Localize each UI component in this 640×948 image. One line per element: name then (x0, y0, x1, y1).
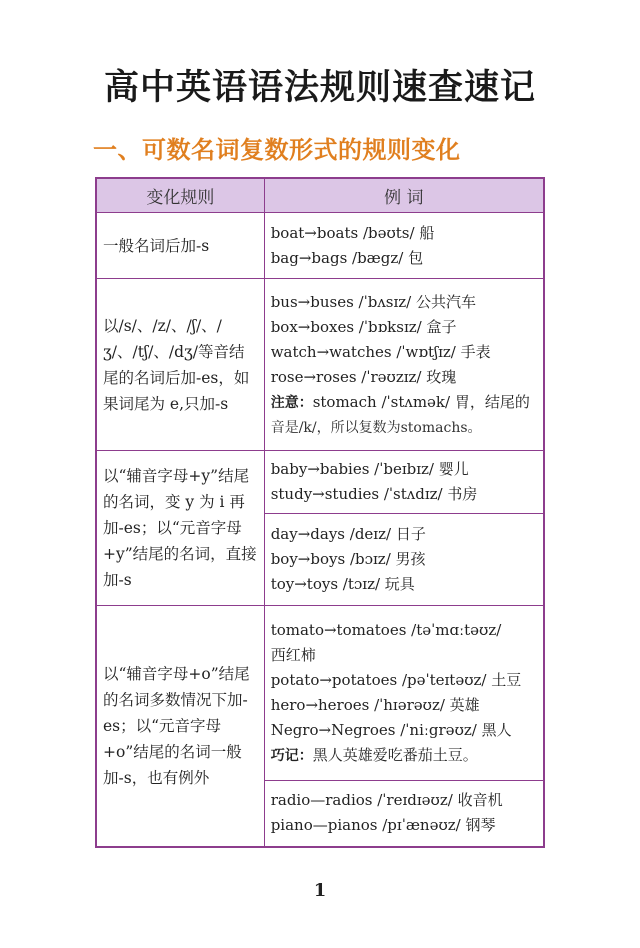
examples-cell (264, 451, 544, 514)
example-line: boat→boats /bəʊts/ 船 (270, 223, 435, 242)
example-line: piano—pianos /pɪˈænəʊz/ 钢琴 (270, 816, 496, 835)
rule-cell: 以/s/、/z/、/ʃ/、/ʒ/、/tʃ/、/dʒ/等音结尾的名词后加-es，如果词尾为 e,只加-s (96, 279, 264, 451)
example-line: boy→boys /bɔɪz/ 男孩 (270, 550, 426, 568)
header-rule: 变化规则 (96, 178, 264, 213)
tip-label: 巧记： (270, 747, 313, 764)
example-line: box→boxes /ˈbɒksɪz/ 盒子 (270, 317, 457, 336)
example-line: baby→babies /ˈbeɪbɪz/ 婴儿 (270, 460, 469, 478)
page-title: 高中英语语法规则速查速记 (103, 67, 536, 108)
example-line: radio—radios /ˈreɪdɪəʊz/ 收音机 (270, 791, 503, 810)
example-line: day→days /deɪz/ 日子 (270, 525, 426, 543)
examples-cell (264, 781, 544, 847)
example-line: potato→potatoes /pəˈteɪtəʊz/ 土豆 (270, 670, 522, 689)
example-line: rose→roses /ˈrəʊzɪz/ 玫瑰 (270, 367, 457, 386)
header-examples: 例 词 (264, 178, 544, 213)
example-line: hero→heroes /ˈhɪərəʊz/ 英雄 (270, 695, 480, 714)
tip-line (271, 743, 537, 769)
note-text: stomach /ˈstʌmək/ 胃，结尾的 (312, 392, 530, 411)
note-label: 注意： (270, 394, 313, 411)
example-line: tomato→tomatoes /təˈmɑːtəʊz/ (270, 620, 502, 639)
example-line: study→studies /ˈstʌdɪz/ 书房 (270, 485, 478, 503)
tip-text: 黑人英雄爱吃番茄土豆。 (312, 745, 478, 764)
example-line: Negro→Negroes /ˈniːgrəʊz/ 黑人 (270, 720, 512, 739)
example-line: watch→watches /ˈwɒtʃɪz/ 手表 (270, 342, 491, 361)
table-row (96, 451, 544, 514)
table-header-row (96, 178, 544, 213)
example-line: bus→buses /ˈbʌsɪz/ 公共汽车 (270, 292, 477, 311)
section-heading: 一、可数名词复数形式的规则变化 (93, 136, 461, 164)
rule-cell: 以“辅音字母+y”结尾的名词，变 y 为 i 再加-es；以“元音字母+y”结尾的名词，直接加-s (96, 451, 264, 606)
examples-cell (264, 279, 544, 451)
rules-table (95, 177, 545, 848)
examples-cell (264, 213, 544, 279)
example-line: bag→bags /bægz/ 包 (270, 248, 424, 267)
table-row (96, 213, 544, 279)
rule-cell: 以“辅音字母+o”结尾的名词多数情况下加-es；以“元音字母+o”结尾的名词一般加-s，也有例外 (96, 606, 264, 847)
table-row (96, 606, 544, 781)
note-line (271, 390, 537, 416)
examples-cell (264, 514, 544, 606)
example-line: toy→toys /tɔɪz/ 玩具 (270, 575, 415, 593)
examples-cell (264, 606, 544, 781)
note-continuation: 音是/k/，所以复数为stomachs。 (270, 419, 482, 436)
example-line: 西红柿 (270, 645, 316, 664)
table-row (96, 279, 544, 451)
page-number: 1 (313, 880, 327, 901)
rule-cell: 一般名词后加-s (96, 213, 264, 279)
